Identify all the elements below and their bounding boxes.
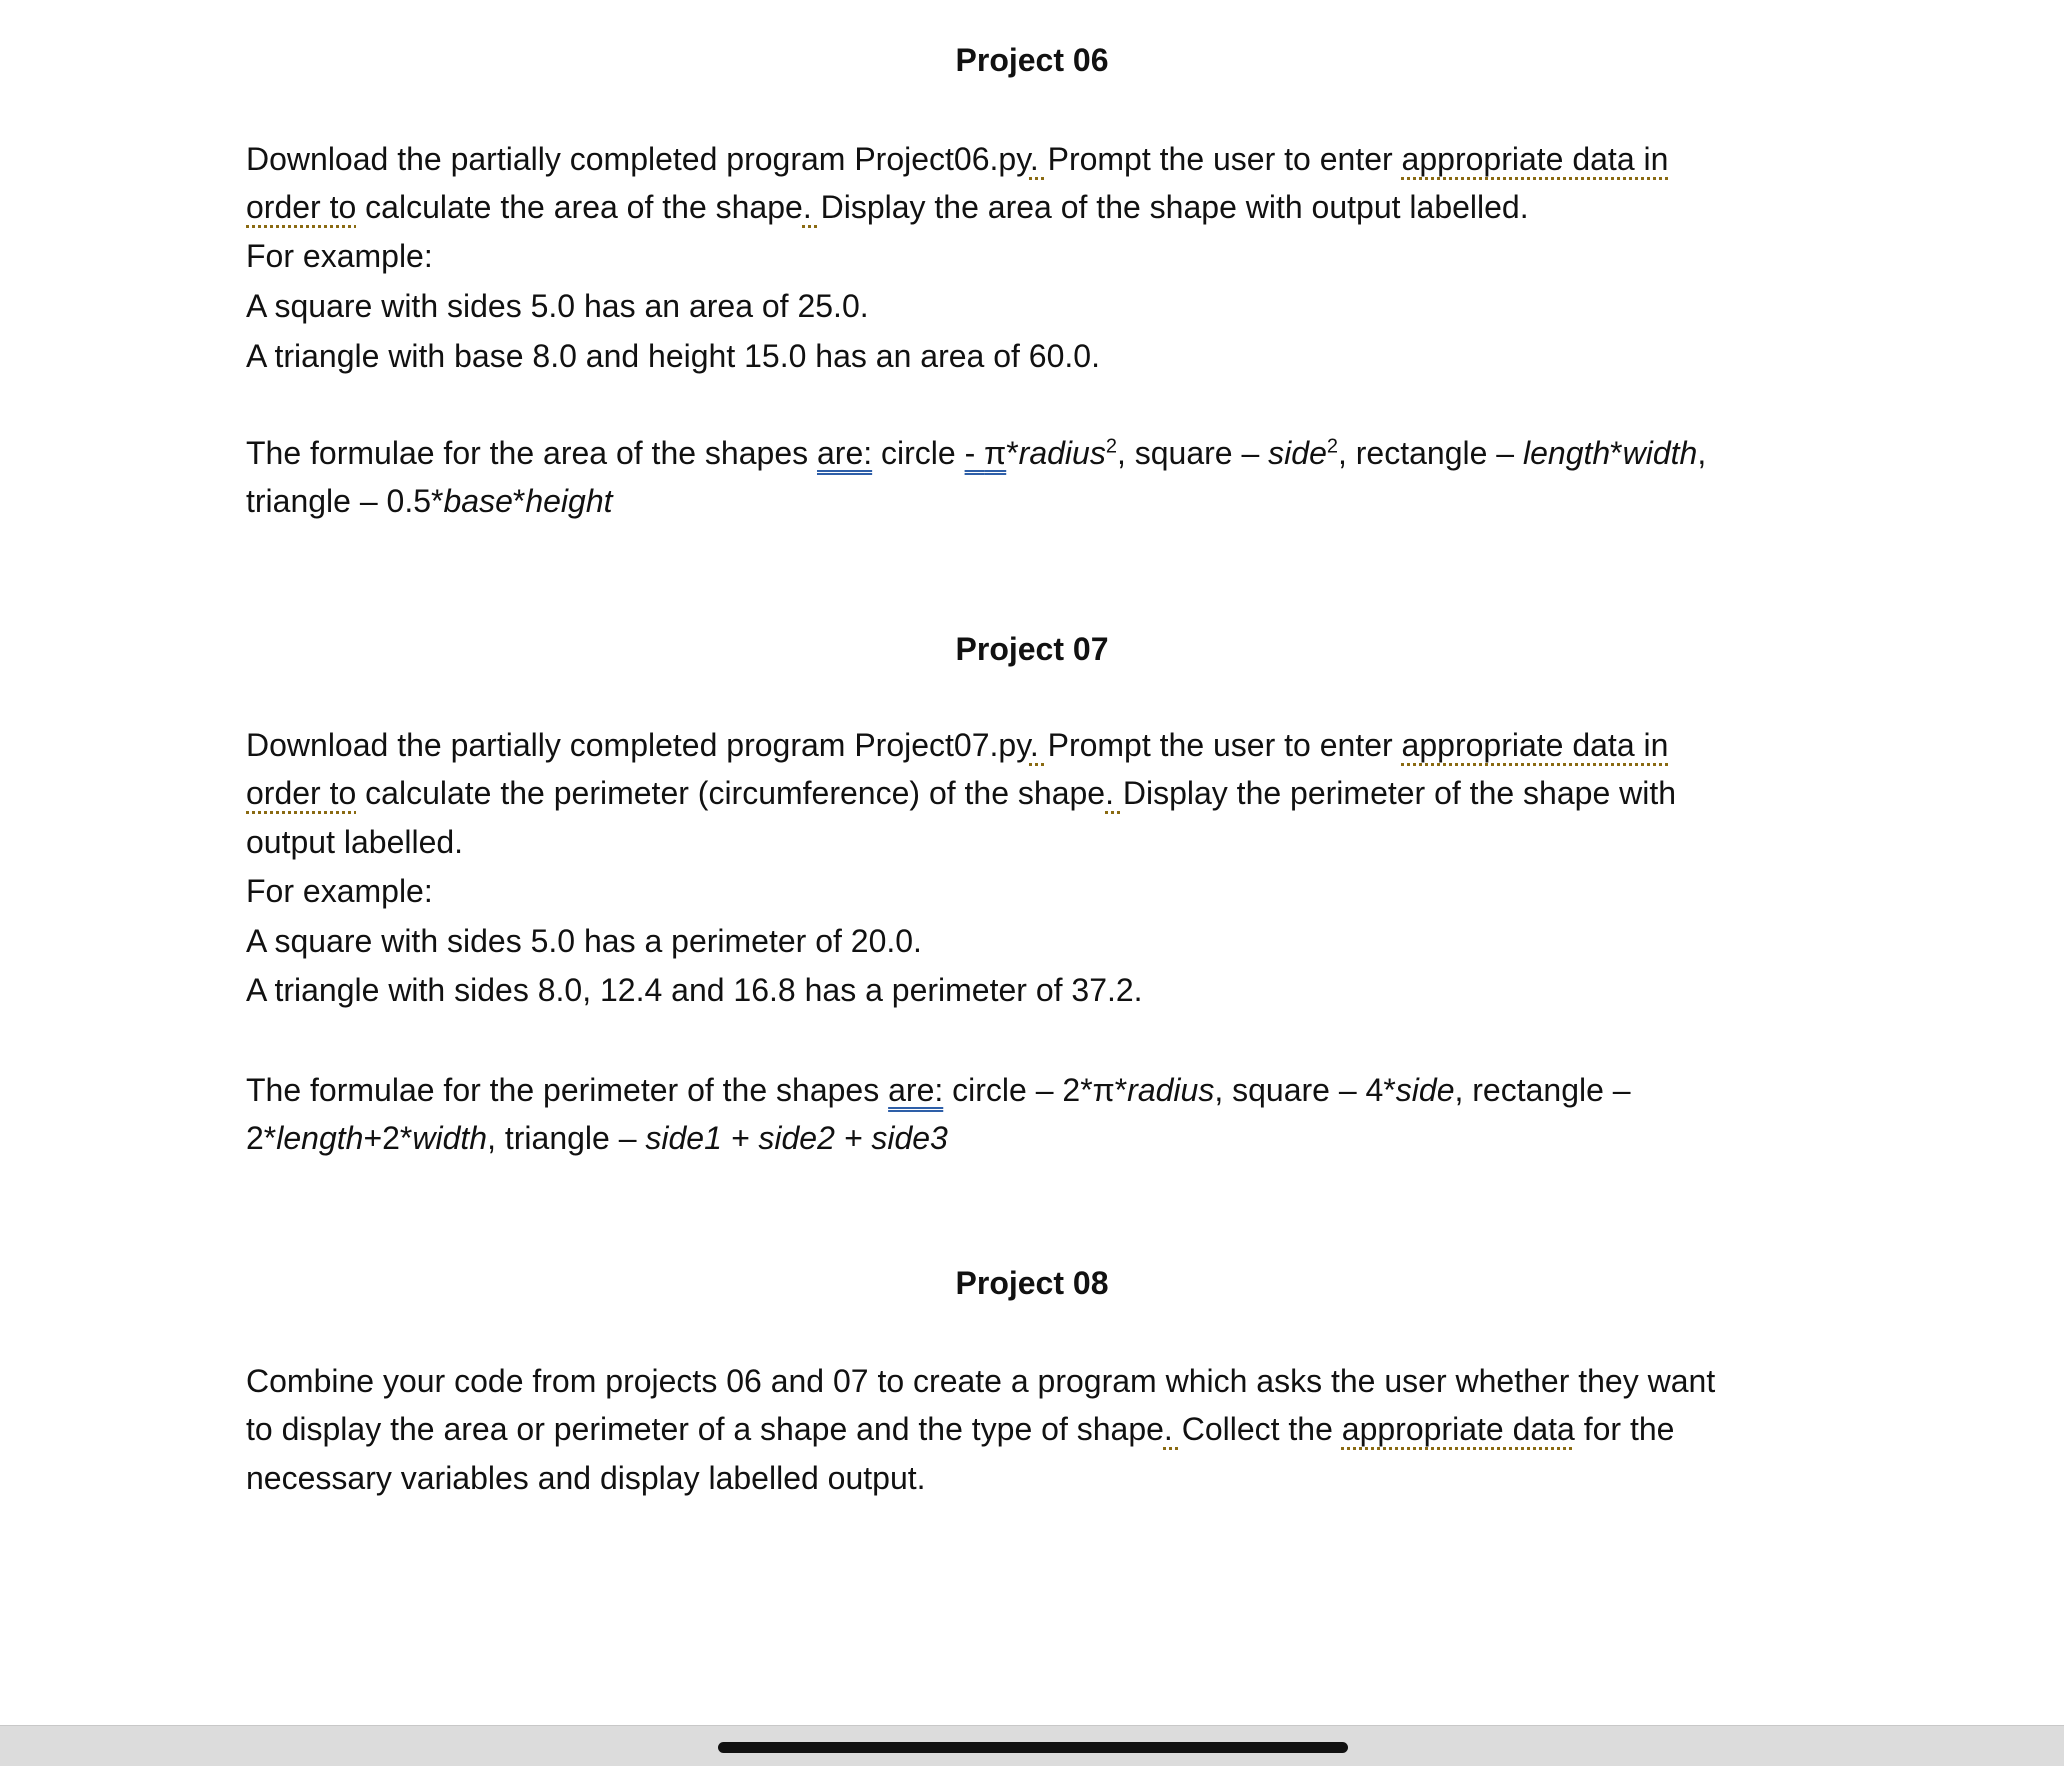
text-run: Display the area of the shape with output labelled. xyxy=(820,189,1529,225)
example-line: A triangle with sides 8.0, 12.4 and 16.8 has a perimeter of 37.2. xyxy=(246,972,1143,1008)
variable-length: length xyxy=(276,1120,364,1156)
text-run: triangle – 0.5* xyxy=(246,483,444,519)
grammar-flag[interactable]: appropriate data xyxy=(1341,1411,1575,1447)
variable-radius: radius xyxy=(1127,1072,1215,1108)
paragraph-line xyxy=(246,769,1676,817)
text-run: * xyxy=(512,483,526,519)
example-label: For example: xyxy=(246,238,433,274)
grammar-flag[interactable]: . xyxy=(802,189,821,225)
formula-line xyxy=(246,1114,948,1162)
grammar-flag[interactable]: appropriate data in xyxy=(1401,141,1669,177)
formula-line xyxy=(246,477,613,525)
text-run: , square – 4* xyxy=(1214,1072,1396,1108)
text-run: , triangle – xyxy=(487,1120,646,1156)
grammar-flag[interactable]: . xyxy=(1029,727,1048,763)
example-line: A square with sides 5.0 has a perimeter of 20.0. xyxy=(246,923,922,959)
variable-side: side xyxy=(1395,1072,1455,1108)
text-run: calculate the area of the shape xyxy=(356,189,803,225)
variable-width: width xyxy=(1622,435,1698,471)
formula-line xyxy=(246,429,1706,477)
paragraph-line xyxy=(246,721,1668,769)
text-run: calculate the perimeter (circumference) of the shape xyxy=(356,775,1106,811)
example-line: A triangle with base 8.0 and height 15.0 has an area of 60.0. xyxy=(246,338,1100,374)
variable-sides-sum: side1 + side2 + side3 xyxy=(645,1120,948,1156)
grammar-flag[interactable]: order to xyxy=(246,775,357,811)
text-run: Display the perimeter of the shape with xyxy=(1122,775,1677,811)
example-label: For example: xyxy=(246,873,433,909)
text-run: Collect the xyxy=(1181,1411,1342,1447)
project-07-title: Project 07 xyxy=(955,631,1109,667)
variable-side: side xyxy=(1268,435,1327,471)
paragraph-line: output labelled. xyxy=(246,824,464,860)
paragraph-line xyxy=(246,1405,1674,1453)
text-run: 2* xyxy=(246,1120,277,1156)
text-run: Download the partially completed program Project07.py xyxy=(246,727,1030,763)
text-run: for the xyxy=(1574,1411,1675,1447)
grammar-flag[interactable]: are: xyxy=(817,435,873,471)
text-run: circle xyxy=(872,435,965,471)
text-run: , xyxy=(1697,435,1707,471)
text-run: , square – xyxy=(1116,435,1269,471)
text-run: Prompt the user to enter xyxy=(1047,727,1402,763)
variable-base: base xyxy=(443,483,513,519)
home-indicator[interactable] xyxy=(718,1742,1348,1753)
text-run: circle – 2*π* xyxy=(943,1072,1128,1108)
grammar-flag[interactable]: . xyxy=(1105,775,1123,811)
text-run: to display the area or perimeter of a shape and the type of shape xyxy=(246,1411,1164,1447)
exponent: 2 xyxy=(1105,435,1117,458)
bottom-bar xyxy=(0,1725,2064,1766)
grammar-flag[interactable]: order to xyxy=(246,189,357,225)
variable-radius: radius xyxy=(1018,435,1106,471)
text-run: * xyxy=(1610,435,1623,471)
text-run: The formulae for the area of the shapes xyxy=(246,435,817,471)
text-run: Prompt the user to enter xyxy=(1047,141,1402,177)
text-run: , rectangle – xyxy=(1454,1072,1631,1108)
project-06-title: Project 06 xyxy=(955,42,1109,78)
grammar-flag[interactable]: . xyxy=(1163,1411,1182,1447)
grammar-flag[interactable]: . xyxy=(1029,141,1048,177)
text-run: Download the partially completed program Project06.py xyxy=(246,141,1030,177)
pi-symbol: π xyxy=(984,435,1007,471)
text-run: The formulae for the perimeter of the shapes xyxy=(246,1072,889,1108)
text-run: +2* xyxy=(363,1120,413,1156)
example-line: A square with sides 5.0 has an area of 25.0. xyxy=(246,288,869,324)
paragraph-line xyxy=(246,135,1668,183)
text-run: * xyxy=(1006,435,1019,471)
paragraph-line: necessary variables and display labelled output. xyxy=(246,1460,926,1496)
text-run: , rectangle – xyxy=(1337,435,1523,471)
paragraph-line xyxy=(246,183,1529,231)
grammar-flag[interactable]: are: xyxy=(888,1072,944,1108)
exponent: 2 xyxy=(1326,435,1338,458)
variable-width: width xyxy=(412,1120,488,1156)
variable-length: length xyxy=(1522,435,1611,471)
formula-line xyxy=(246,1066,1631,1114)
variable-height: height xyxy=(525,483,613,519)
text-run: - xyxy=(964,435,985,471)
grammar-flag[interactable]: appropriate data in xyxy=(1401,727,1669,763)
paragraph-line: Combine your code from projects 06 and 07 to create a program which asks the user whether they want xyxy=(246,1363,1716,1399)
project-08-title: Project 08 xyxy=(955,1265,1109,1301)
